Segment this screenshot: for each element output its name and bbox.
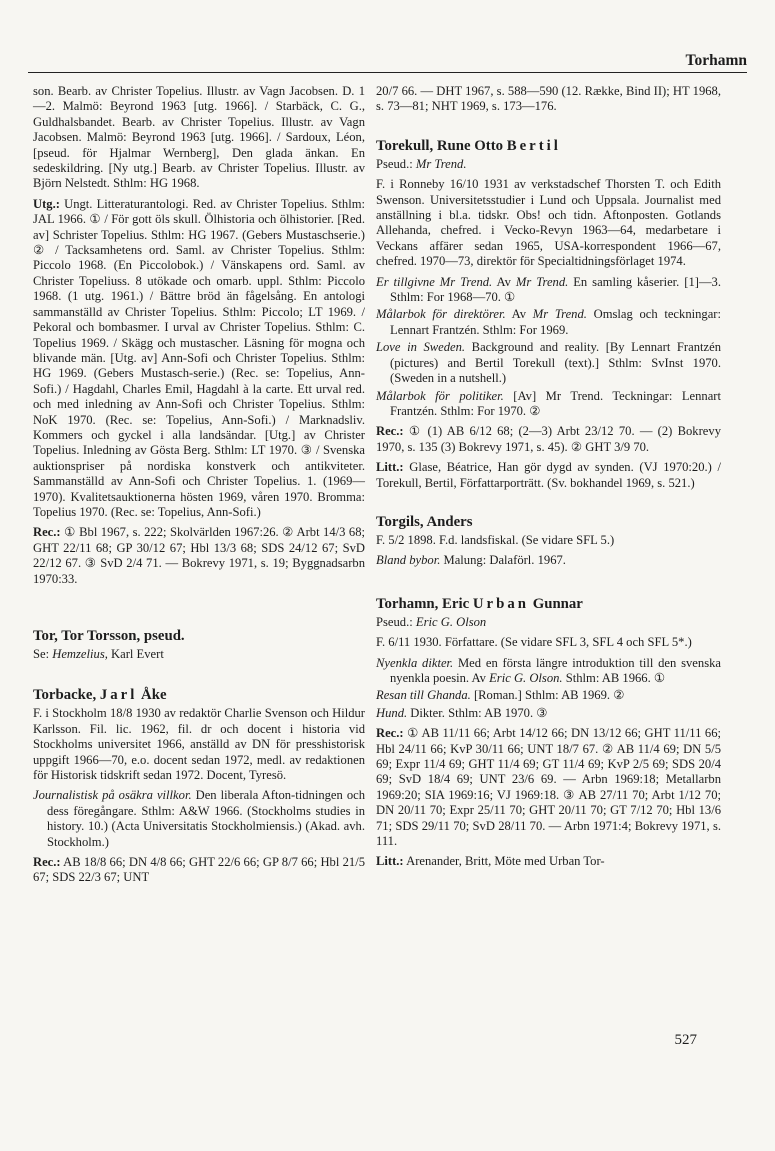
torbacke-work [33,788,365,850]
work-pseud: Mr Trend. [515,274,569,289]
litt-label: Litt.: [376,460,404,475]
work-text: Omslag och teckningar: Lennart Frantzén. Sthlm: For 1969. [390,307,721,337]
see-name: Hemzelius, [52,647,108,661]
torhamn-work [376,706,721,721]
tor-see-reference [33,647,365,662]
utg-label: Utg.: [33,196,60,211]
work-title: Bland bybor. [376,553,441,568]
entry-heading-torhamn [376,595,721,613]
entry-heading-tor: Tor, Tor Torsson, pseud. [33,628,185,644]
torekull-work [376,307,721,338]
work-text: [Av] Mr Trend. Teckningar: Lennart Frantzén. Sthlm: For 1970. ② [390,388,721,418]
work-text: [Roman.] Sthlm: AB 1969. ② [470,688,625,703]
page-number: 527 [674,1032,697,1048]
torhamn-work [376,688,721,703]
see-label: Se: [33,647,53,661]
rec-paragraph [33,855,365,886]
work-pseud: Eric G. Olson. [489,670,563,685]
litt-text: Glase, Béatrice, Han gör dygd av synden. (VJ 1970:20.) / Torekull, Bertil, Författarporträtt. (Sv. bokhandel 1969, s. 521.) [376,460,721,490]
torhamn-pseudonym [376,615,721,630]
work-title: Målarbok för direktörer. [376,307,506,322]
work-text: Med en första längre introduktion till den svenska nyenkla poesin. Av [390,655,721,685]
pseud-name: Mr Trend. [415,156,467,171]
torekull-biography: F. i Ronneby 16/10 1931 av verkstadschef Thorsten T. och Edith Swenson. Universitetsstudier i Lund och Uppsala. Journalist med anställning i bl.a. tidskr. Obs! och tidn. Aftonposten. Gotlands Allehanda, chefred. i Vecko-Revyn 1963—64, medarbetare i Veckans affärer sedan 1965, USA-korrespondent 1966—67, chefred. 1970—73, direktör för Specialtidningsförlaget 1974. [376,177,721,269]
left-column [33,84,365,891]
entry-heading-torekull [376,137,721,155]
running-head: Torhamn [685,51,747,69]
rec-paragraph [376,726,721,849]
rec-paragraph [33,525,365,587]
heading-spaced-name: Urban [472,595,529,612]
heading-spaced-name: Jarl [99,687,138,704]
heading-name: Torhamn, Eric [376,595,473,612]
right-column [376,84,721,875]
heading-rest: Åke [137,687,167,704]
work-text: Av [505,307,533,322]
pseud-label: Pseud.: [376,156,416,171]
work-title: Hund. [376,705,408,720]
torhamn-biography: F. 6/11 1930. Författare. (Se vidare SFL 3, SFL 4 och SFL 5*.) [376,635,692,650]
work-title: Resan till Ghanda. [376,688,471,703]
litt-text: Arenander, Britt, Möte med Urban Tor- [403,854,605,869]
work-title: Journalistisk på osäkra villkor. [33,788,192,803]
work-text: Malung: Dalaförl. 1967. [440,553,566,568]
utg-text: Ungt. Litteraturantologi. Red. av Christer Topelius. Sthlm: JAL 1966. ① / För gott öls skull. Ölhistoria och ölhistorier. [Red. av] Schrister Topelius. Sthlm: HG 1967. (Gebers Mustaschserie.) ② / Tacksamhetens ord. Saml. av Christer Topelius. Sthlm: Piccolo 1968. (En Piccolobok.) / Vänskapens ord. Saml. av Christer Topeliuss. 8 utökade och omarb. uppl. Sthlm: Piccolo 1968. (1 utg. 1961.) / Bättre bröd än fågelsång. En antologi sammanställd av Christer Topelius. Sthlm: Piccolo; LT 1969. / Pekoral och bombasmer. I urval av Christer Topelius. Sthlm: C. Topelius 1969. / Skägg och mustascher. Läsning för mogna och blivande män. [Utg. av] Ann-Sofi och Christer Topelius. Sthlm: HG 1969. (Gebers Mustasch-serie.) (Rec. se: Topelius, Ann-Sofi.) / Hagdahl, Charles Emil, Hagdahl à la carte. Ett urval red. och med inledning av Ann-Sofi och Christer Topelius. Sthlm: NoK 1970. (Rec. se: Topelius, Ann-Sofi.) / Marknadsliv. Kommers och gyckel i alla landsändar. [Utg.] av Christer Topelius. Inledning av Gösta Berg. Sthlm: LT 1970. ③ / Svenska auktionspriser på nordiska konstverk och antikviteter. Sammanställd av Ann-Sofi och Christer Topelius. 1. (1969—1970). Kvalitetsauktionerna hösten 1969, våren 1970. Bromma: Topelius 1970. (Rec. se: Topelius, Ann-Sofi.) [33,196,365,519]
rec-paragraph [376,424,721,455]
rec-text: AB 18/8 66; DN 4/8 66; GHT 22/6 66; GP 8/7 66; Hbl 21/5 67; SDS 22/3 67; UNT [33,855,365,885]
pseud-label: Pseud.: [376,614,416,629]
torekull-work [376,340,721,386]
work-title: Målarbok för politiker. [376,388,504,403]
heading-name: Torekull, Rune Otto [376,137,507,154]
entry-heading-torgils: Torgils, Anders [376,513,473,530]
work-text: Den liberala Afton-tidningen och dess föregångare. Sthlm: A&W 1966. (Stockholms studies in history. 10.) (Acta Universitatis Stockholmiensis.) (Akad. avh. Stockholm.) [47,788,365,849]
work-text: En samling kåserier. [1]—3. Sthlm: For 1968—70. ① [390,274,721,305]
rec-label: Rec.: [376,424,404,439]
work-text: Dikter. Sthlm: AB 1970. ③ [407,705,548,720]
heading-rest: Gunnar [529,595,583,612]
rec-text: ① Bbl 1967, s. 222; Skolvärlden 1967:26. ② Arbt 14/3 68; GHT 22/11 68; GP 30/12 67; Hbl 13/3 68; SDS 24/12 67; SvD 22/12 67. ③ SvD 2/4 71. — Bokrevy 1971, s. 19; Byggnadsarbn 1970:33. [33,525,365,586]
rec-text: ① AB 11/11 66; Arbt 14/12 66; DN 13/12 66; GHT 11/11 66; Hbl 24/11 66; KvP 30/11 66; UNT 18/7 67. ② AB 11/4 69; DN 5/5 69; Expr 11/4 69; GHT 11/4 69; GT 11/4 69; KvP 2/5 69; SDS 20/4 69; SvD 18/4 69; UNT 23/6 69. — Arbn 1969:18; Metallarbn 1969:20; SIA 1969:16; VJ 1969:18. ③ AB 27/11 70; Arbt 1/12 70; DN 20/11 70; Expr 25/11 70; GHT 20/11 70; GT 7/12 70; Hbl 13/6 71; SDS 29/11 70; SvD 28/11 70. — Arbn 1971:4; Bokrevy 1971, s. 111. [376,726,721,849]
work-text: Background and reality. [By Lennart Frantzén (pictures) and Bertil Torekull (text).] Sthlm: SvInst 1970. (Sweden in a nutshell.) [390,340,721,386]
pseud-name: Eric G. Olson [415,614,487,629]
torhamn-work [376,656,721,687]
torbacke-biography: F. i Stockholm 18/8 1930 av redaktör Charlie Svenson och Hildur Karlsson. Fil. lic. 1962, fil. dr och docent i historia vid Stockholms universitet 1966, anställd av DN för presshistorisk uppgift 1966—70, e.o. docent sedan 1972, medl. av redaktionen för Historisk tidskrift sedan 1972. Docent, Tyresö. [33,706,365,783]
continued-paragraph: 20/7 66. — DHT 1967, s. 588—590 (12. Række, Bind II); HT 1968, s. 73—81; NHT 1969, s. 173—176. [376,84,721,114]
continued-paragraph: son. Bearb. av Christer Topelius. Illustr. av Vagn Jacobsen. D. 1—2. Malmö: Beyrond 1963 [utg. 1966]. / Starbäck, C. G., Guldhalsbandet. Bearb. av Christer Topelius. Illustr. av Vagn Jacobsen. Malmö: Beyrond 1963 [utg. 1966]. / Sardoux, Léon, [pseud. för Hjalmar Wernberg], Den glada änkan. En sedeskildring. [Ny utg.] Bearb. av Christer Topelius. Illustr. av Björn Nelstedt. Sthlm: HG 1968. [33,84,365,191]
torekull-pseudonym [376,157,721,172]
heading-spaced-name: Bertil [506,137,561,154]
work-title: Er tillgivne Mr Trend. [376,274,493,289]
torgils-biography: F. 5/2 1898. F.d. landsfiskal. (Se vidare SFL 5.) [376,532,615,547]
litt-paragraph [376,460,721,491]
torekull-work [376,275,721,306]
work-text: Av [492,274,516,289]
litt-label: Litt.: [376,854,404,869]
heading-name: Torbacke, [33,687,100,704]
work-title: Nyenkla dikter. [376,655,454,670]
rec-label: Rec.: [33,525,61,540]
rec-label: Rec.: [376,726,404,741]
page-header [28,48,747,73]
work-pseud: Mr Trend. [532,307,587,322]
see-rest: Karl Evert [107,647,164,661]
work-title: Love in Sweden. [376,340,466,355]
entry-heading-torbacke [33,686,365,704]
torgils-work [376,553,721,568]
litt-paragraph [376,854,721,869]
utg-paragraph [33,197,365,521]
rec-text: ① (1) AB 6/12 68; (2—3) Arbt 23/12 70. — (2) Bokrevy 1970, s. 135 (3) Bokrevy 1971, s. 45). ② GHT 3/9 70. [376,424,721,454]
torekull-work [376,389,721,420]
work-text: Sthlm: AB 1966. ① [562,670,666,685]
rec-label: Rec.: [33,855,61,870]
